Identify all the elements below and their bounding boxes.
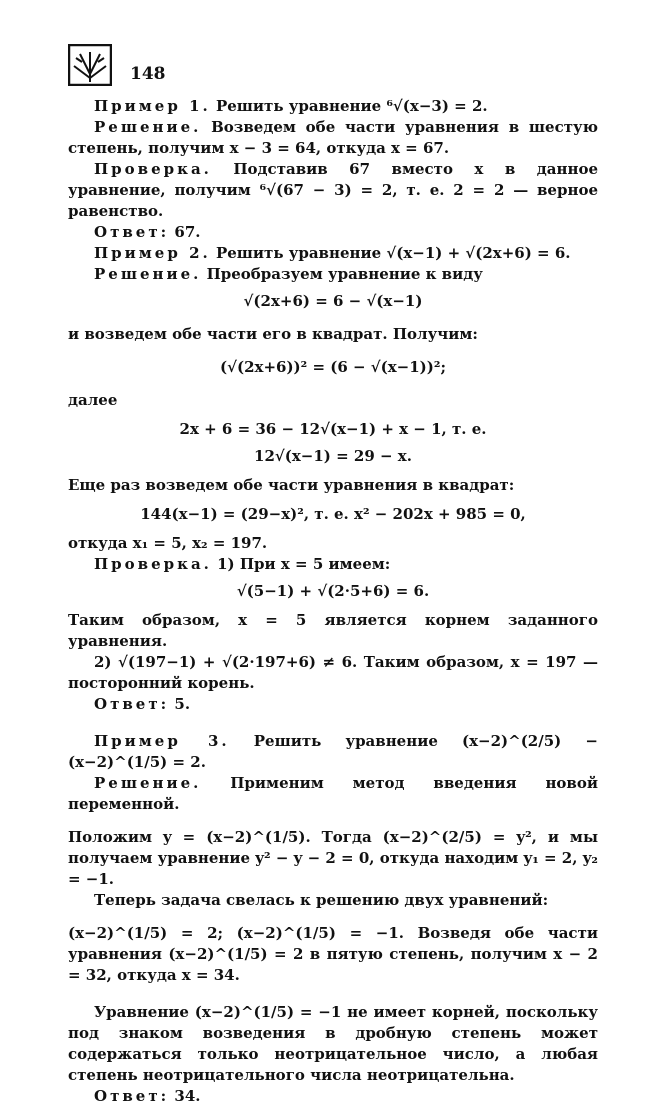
ex1-label: Пример 1. — [94, 97, 211, 115]
ex2-equation-6: √(5−1) + √(2·5+6) = 6. — [236, 582, 430, 600]
ex3-text-3: (x−2)^(1/5) = 2; (x−2)^(1/5) = −1. Возведя обе части уравнения (x−2)^(1/5) = 2 в пятую степень, получим x − 2 = 32, откуда x = 34. — [68, 924, 598, 984]
ex1-check-label: Проверка. — [94, 160, 212, 178]
ex3-task-line — [68, 731, 598, 773]
ex2-check-label: Проверка. — [94, 555, 212, 573]
ex2-ans-label: Ответ: — [94, 695, 170, 713]
ex2-check-text: 1) При x = 5 имеем: — [217, 555, 391, 573]
ex2-sol-text: Преобразуем уравнение к виду — [206, 265, 483, 283]
ex3-ans-value: 34. — [174, 1087, 201, 1105]
ex2-equation-3: 2x + 6 = 36 − 12√(x−1) + x − 1, т. е. — [179, 420, 487, 438]
ex1-task: Решить уравнение ⁶√(x−3) = 2. — [215, 97, 488, 115]
ex3-text-4: Уравнение (x−2)^(1/5) = −1 не имеет корней, поскольку под знаком возведения в дробную степень может содержаться только неотрицательное число, а любая степень неотрицательного числа неотрицательна. — [68, 1003, 598, 1084]
ex2-answer — [68, 694, 598, 715]
ex2-equation-4: 12√(x−1) = 29 − x. — [254, 447, 412, 465]
ex2-text-4: откуда x₁ = 5, x₂ = 197. — [68, 534, 268, 552]
ex2-equation-1: √(2x+6) = 6 − √(x−1) — [243, 292, 423, 310]
ex3-solution — [68, 773, 598, 815]
ex1-check-text: Подставив 67 вместо x в данное уравнение, получим ⁶√(67 − 3) = 2, т. е. 2 = 2 — верное равенство. — [68, 160, 598, 220]
ex1-sol-label: Решение. — [94, 118, 202, 136]
ex3-label: Пример 3. — [94, 732, 230, 750]
ex3-task: Решить уравнение (x−2)^(2/5) − (x−2)^(1/5) = 2. — [68, 732, 598, 771]
page-number: 148 — [130, 64, 166, 84]
ex2-task: Решить уравнение √(x−1) + √(2x+6) = 6. — [215, 244, 571, 262]
ex2-task-line — [68, 243, 598, 264]
ex2-equation-2: (√(2x+6))² = (6 − √(x−1))²; — [220, 358, 446, 376]
ex2-text-6: 2) √(197−1) + √(2·197+6) ≠ 6. Таким образом, x = 197 — посторонний корень. — [68, 653, 598, 692]
ex2-equation-5: 144(x−1) = (29−x)², т. е. x² − 202x + 985 = 0, — [140, 505, 526, 523]
ex2-text-1: и возведем обе части его в квадрат. Получим: — [68, 325, 478, 343]
ex3-answer — [68, 1086, 598, 1107]
chapter-logo-icon — [68, 44, 112, 86]
ex3-ans-label: Ответ: — [94, 1087, 170, 1105]
ex2-text-2: далее — [68, 391, 118, 409]
ex1-answer — [68, 222, 598, 243]
ex3-sol-text: Применим метод введения новой переменной. — [68, 774, 598, 813]
ex3-text-1: Положим y = (x−2)^(1/5). Тогда (x−2)^(2/5) = y², и мы получаем уравнение y² − y − 2 = 0, откуда находим y₁ = 2, y₂ = −1. — [68, 828, 598, 888]
page-content — [68, 96, 598, 1107]
ex1-task-line — [68, 96, 598, 117]
ex1-sol-text: Возведем обе части уравнения в шестую степень, получим x − 3 = 64, откуда x = 67. — [68, 118, 598, 157]
ex2-sol-label: Решение. — [94, 265, 202, 283]
ex2-text-5: Таким образом, x = 5 является корнем заданного уравнения. — [68, 611, 598, 650]
ex2-solution — [68, 264, 598, 285]
ex2-text-3: Еще раз возведем обе части уравнения в квадрат: — [68, 476, 515, 494]
ex3-sol-label: Решение. — [94, 774, 202, 792]
ex1-ans-label: Ответ: — [94, 223, 170, 241]
ex1-solution — [68, 117, 598, 159]
ex2-ans-value: 5. — [174, 695, 191, 713]
ex2-check — [68, 554, 598, 575]
ex2-label: Пример 2. — [94, 244, 211, 262]
ex1-ans-value: 67. — [174, 223, 201, 241]
ex3-text-2: Теперь задача свелась к решению двух уравнений: — [94, 891, 549, 909]
ex1-check — [68, 159, 598, 222]
